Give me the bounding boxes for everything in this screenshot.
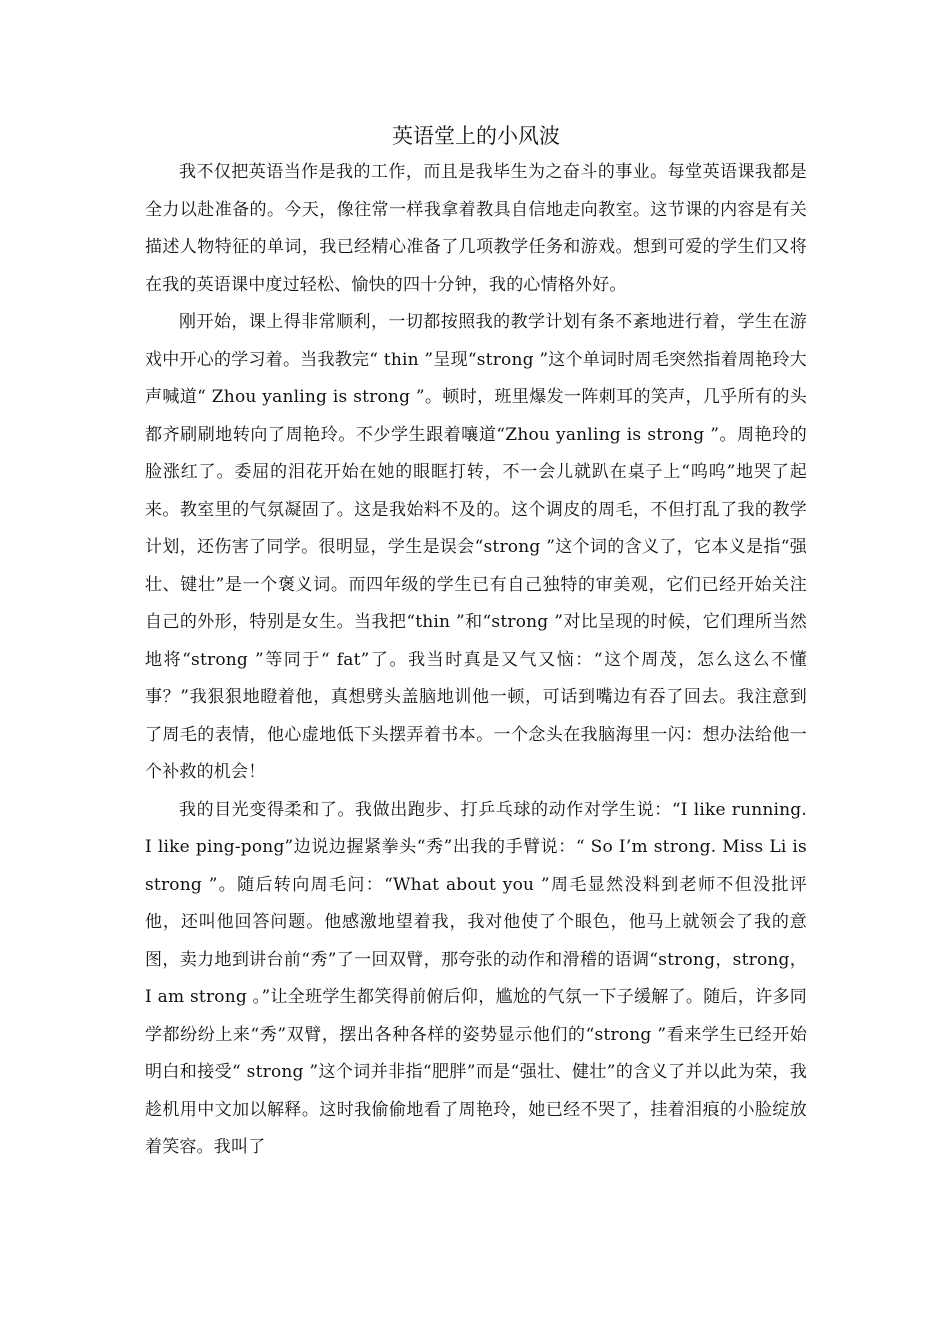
paragraph-2: 刚开始，课上得非常顺利，一切都按照我的教学计划有条不紊地进行着，学生在游戏中开心的学习着。当我教完“ thin ”呈现“strong ”这个单词时周毛突然指着周艳玲大声喊道“ Zhou yanling is strong ”。顿时，班里爆发一阵刺耳的笑声，几乎所有的头都齐刷刷地转向了周艳玲。不少学生跟着嚷道“Zhou yanling is strong ”。周艳玲的脸涨红了。委屈的泪花开始在她的眼眶打转，不一会儿就趴在桌子上“呜呜”地哭了起来。教室里的气氛凝固了。这是我始料不及的。这个调皮的周毛，不但打乱了我的教学计划，还伤害了同学。很明显，学生是误会“strong ”这个词的含义了，它本义是指“强壮、键壮”是一个褒义词。而四年级的学生已有自己独特的审美观，它们已经开始关注自己的外形，特别是女生。当我把“thin ”和“strong ”对比呈现的时候，它们理所当然地将“strong ”等同于“ fat”了。我当时真是又气又恼：“这个周茂，怎么这么不懂事？”我狠狠地瞪着他，真想劈头盖脑地训他一顿，可话到嘴边有吞了回去。我注意到了周毛的表情，他心虚地低下头摆弄着书本。一个念头在我脑海里一闪：想办法给他一个补救的机会！ — [145, 312, 807, 782]
document-body — [145, 118, 807, 1167]
paragraph-1: 我不仅把英语当作是我的工作，而且是我毕生为之奋斗的事业。每堂英语课我都是全力以赴准备的。今天，像往常一样我拿着教具自信地走向教室。这节课的内容是有关描述人物特征的单词，我已经精心准备了几项教学任务和游戏。想到可爱的学生们又将在我的英语课中度过轻松、愉快的四十分钟，我的心情格外好。 — [145, 162, 807, 295]
document-title: 英语堂上的小风波 — [392, 124, 560, 148]
paragraph-3: 我的目光变得柔和了。我做出跑步、打乒乓球的动作对学生说：“I like running. I like ping-pong”边说边握紧拳头“秀”出我的手臂说：“ So I’m strong. Miss Li is strong ”。随后转向周毛问：“What about you ”周毛显然没料到老师不但没批评他，还叫他回答问题。他感激地望着我，我对他使了个眼色，他马上就领会了我的意图，卖力地到讲台前“秀”了一回双臂，那夸张的动作和滑稽的语调“strong，strong，I am strong 。”让全班学生都笑得前俯后仰，尴尬的气氛一下子缓解了。随后，许多同学都纷纷上来“秀”双臂，摆出各种各样的姿势显示他们的“strong ”看来学生已经开始明白和接受“ strong ”这个词并非指“肥胖”而是“强壮、健壮”的含义了并以此为荣，我趁机用中文加以解释。这时我偷偷地看了周艳玲，她已经不哭了，挂着泪痕的小脸绽放着笑容。我叫了 — [145, 799, 807, 1157]
